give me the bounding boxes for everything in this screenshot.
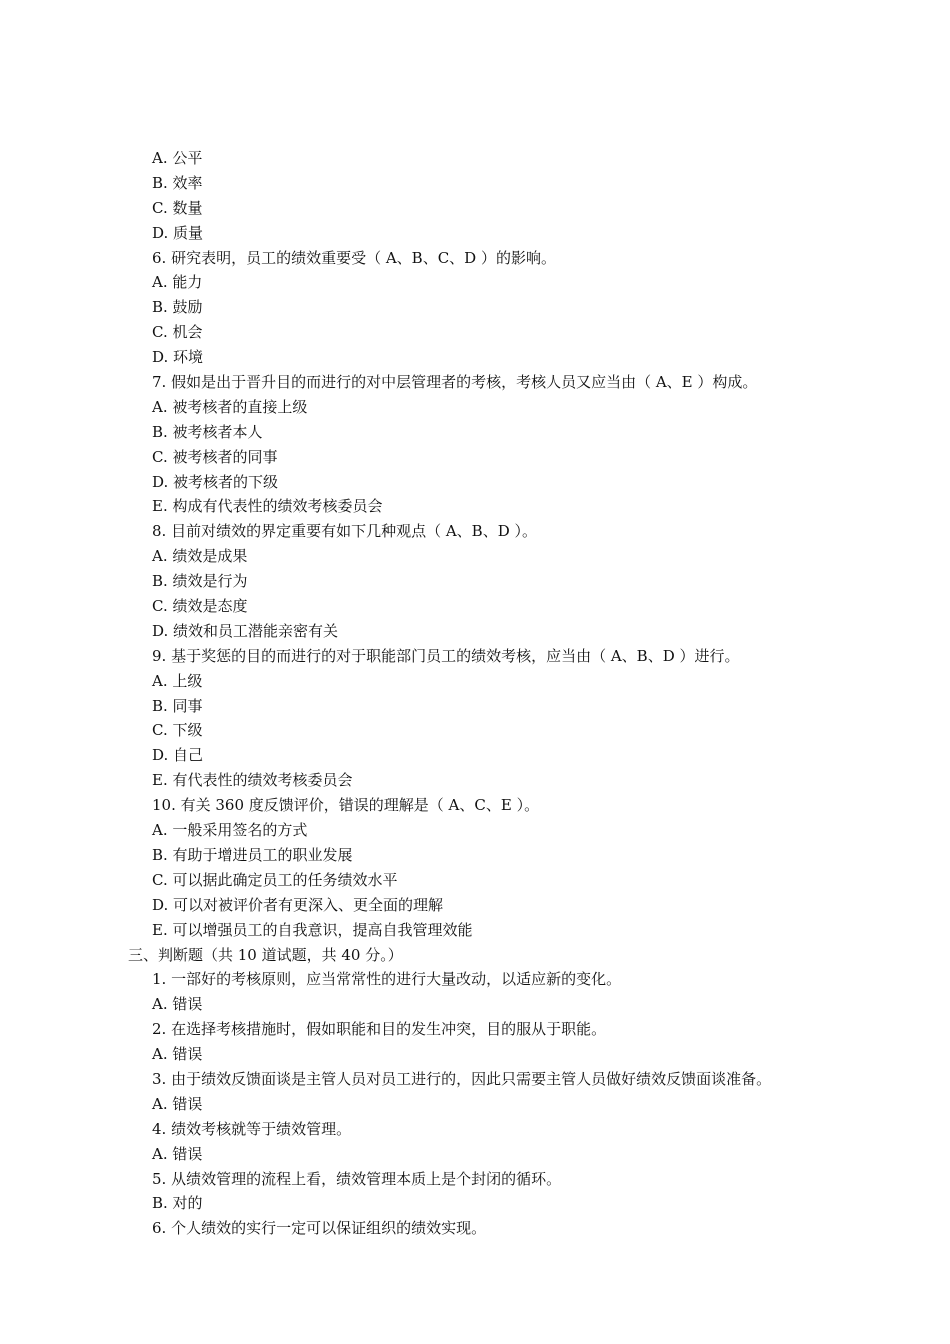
- option-line: A. 错误: [152, 1094, 203, 1113]
- option-line: D. 绩效和员工潜能亲密有关: [152, 621, 339, 640]
- question-line: 4. 绩效考核就等于绩效管理。: [152, 1119, 352, 1138]
- option-line: A. 错误: [152, 995, 203, 1014]
- option-line: D. 被考核者的下级: [152, 472, 279, 491]
- option-line: E. 构成有代表性的绩效考核委员会: [152, 497, 383, 516]
- option-line: C. 数量: [152, 198, 203, 217]
- question-line: 1. 一部好的考核原则，应当常常性的进行大量改动，以适应新的变化。: [152, 970, 622, 989]
- question-line: 7. 假如是出于晋升目的而进行的对中层管理者的考核，考核人员又应当由（ A、E ）构成。: [152, 373, 758, 392]
- question-line: 5. 从绩效管理的流程上看，绩效管理本质上是个封闭的循环。: [152, 1169, 562, 1188]
- question-line: 8. 目前对绩效的界定重要有如下几种观点（ A、B、D ）。: [152, 522, 537, 541]
- option-line: A. 上级: [152, 671, 203, 690]
- question-line: 6. 个人绩效的实行一定可以保证组织的绩效实现。: [152, 1219, 487, 1238]
- question-line: 2. 在选择考核措施时，假如职能和目的发生冲突，目的服从于职能。: [152, 1020, 607, 1039]
- option-line: A. 能力: [152, 273, 203, 292]
- question-line: 6. 研究表明，员工的绩效重要受（ A、B、C、D ）的影响。: [152, 248, 556, 267]
- option-line: D. 环境: [152, 348, 204, 367]
- option-line: D. 质量: [152, 223, 204, 242]
- option-line: C. 机会: [152, 323, 203, 342]
- option-line: C. 下级: [152, 721, 203, 740]
- option-line: E. 有代表性的绩效考核委员会: [152, 771, 353, 790]
- option-line: A. 错误: [152, 1045, 203, 1064]
- option-line: B. 绩效是行为: [152, 572, 248, 591]
- question-line: 3. 由于绩效反馈面谈是主管人员对员工进行的，因此只需要主管人员做好绩效反馈面谈准备。: [152, 1069, 772, 1088]
- option-line: B. 同事: [152, 696, 203, 715]
- document-body: [0, 146, 950, 1241]
- option-line: E. 可以增强员工的自我意识，提高自我管理效能: [152, 920, 473, 939]
- option-line: A. 错误: [152, 1144, 203, 1163]
- section-heading: 三、判断题（共 10 道试题，共 40 分。）: [128, 945, 403, 964]
- option-line: C. 可以据此确定员工的任务绩效水平: [152, 870, 398, 889]
- option-line: A. 绩效是成果: [152, 547, 248, 566]
- option-line: C. 被考核者的同事: [152, 447, 278, 466]
- option-line: D. 自己: [152, 746, 204, 765]
- option-line: D. 可以对被评价者有更深入、更全面的理解: [152, 895, 444, 914]
- option-line: B. 对的: [152, 1194, 203, 1213]
- question-line: 9. 基于奖惩的目的而进行的对于职能部门员工的绩效考核，应当由（ A、B、D ）进行。: [152, 646, 740, 665]
- question-line: 10. 有关 360 度反馈评价，错误的理解是（ A、C、E ）。: [152, 796, 540, 815]
- option-line: B. 被考核者本人: [152, 422, 263, 441]
- option-line: A. 公平: [152, 149, 203, 167]
- option-line: B. 有助于增进员工的职业发展: [152, 845, 353, 864]
- option-line: B. 鼓励: [152, 298, 203, 317]
- option-line: C. 绩效是态度: [152, 597, 248, 616]
- option-line: A. 一般采用签名的方式: [152, 821, 308, 840]
- option-line: A. 被考核者的直接上级: [152, 397, 308, 416]
- option-line: B. 效率: [152, 173, 203, 192]
